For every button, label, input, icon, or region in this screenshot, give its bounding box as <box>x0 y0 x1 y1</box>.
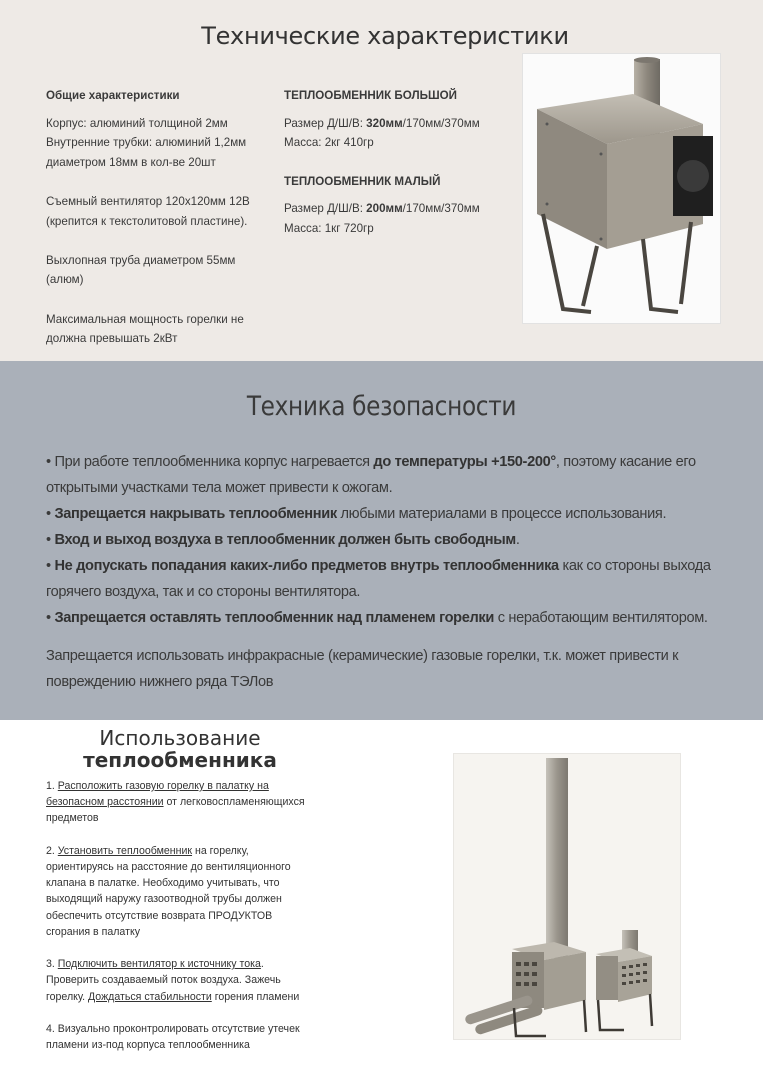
safety-note: Запрещается использовать инфракрасные (керамические) газовые горелки, т.к. может привести к повреждению нижнего ряда ТЭЛов <box>46 648 679 690</box>
emphasis: Вход и выход воздуха в теплообменник должен быть свободным <box>54 532 516 548</box>
specs-title: Технические характеристики <box>201 22 569 50</box>
usage-title: Использование <box>99 726 261 750</box>
step-text: от легковоспламеняющихся предметов <box>46 796 305 825</box>
spec-line: Корпус: алюминий толщиной 2мм <box>46 116 228 130</box>
safety-section <box>0 361 763 720</box>
spec-fan <box>46 192 271 231</box>
usage-step <box>46 843 318 940</box>
step-text: на горелку, ориентируясь на расстояние до вентиляционного клапана в палатке. Необходимо учитывать, что выходящий наружу газоотводной трубы должен обеспечить отсутствие возврата ПРОДУКТОВ сгорания в палатку <box>46 844 291 938</box>
usage-steps <box>46 778 318 1070</box>
value: /170мм/370мм <box>402 202 480 216</box>
large-model-size <box>284 114 509 134</box>
heat-exchangers-pair-photo <box>453 753 681 1040</box>
small-model-mass: Масса: 1кг 720гр <box>284 221 374 235</box>
spec-line: (крепится к текстолитовой пластине). <box>46 214 248 228</box>
text: любыми материалами в процессе использования. <box>336 506 667 522</box>
spec-line: (алюм) <box>46 273 84 287</box>
bullet: • <box>46 506 55 522</box>
safety-rule <box>46 449 736 501</box>
text: • При работе теплообменника корпус нагревается <box>46 454 374 470</box>
specs-section <box>0 0 763 361</box>
heat-exchanger-photo <box>522 53 721 324</box>
large-model-mass: Масса: 2кг 410гр <box>284 136 374 150</box>
heat-exchanger-illustration <box>523 54 722 325</box>
general-specs-title: Общие характеристики <box>46 89 180 102</box>
value: /170мм/370мм <box>402 116 480 130</box>
safety-rule <box>46 605 736 631</box>
emphasis: Запрещается оставлять теплообменник над пламенем горелки <box>54 610 494 626</box>
spec-line: Максимальная мощность горелки не <box>46 312 244 326</box>
step-number: 1. <box>46 780 58 792</box>
emphasis: Не допускать попадания каких-либо предметов внутрь теплообменника <box>54 558 559 574</box>
label: Размер Д/Ш/В: <box>284 202 367 216</box>
spec-line: Съемный вентилятор 120х120мм 12В <box>46 194 250 208</box>
safety-rules <box>46 449 736 695</box>
usage-step <box>46 778 318 827</box>
bullet: • <box>46 610 55 626</box>
bullet: • <box>46 532 55 548</box>
safety-title: Техника безопасности <box>246 391 517 422</box>
value: 200мм <box>366 202 403 216</box>
heat-exchangers-pair-illustration <box>454 754 682 1041</box>
safety-rule <box>46 553 736 605</box>
small-model-title: ТЕПЛООБМЕННИК МАЛЫЙ <box>284 174 441 188</box>
text: , поэтому касание его открытыми участками тела может привести к ожогам. <box>46 454 696 496</box>
spec-line: Внутренние трубки: алюминий 1,2мм <box>46 136 247 150</box>
safety-rule <box>46 527 736 553</box>
emphasis: Запрещается накрывать теплообменник <box>54 506 337 522</box>
emphasis: до температуры +150-200° <box>373 454 556 470</box>
step-emphasis: Установить теплообменник <box>57 844 193 857</box>
spec-line: Выхлопная труба диаметром 55мм <box>46 253 236 267</box>
spec-exhaust <box>46 251 271 290</box>
step-text: . Проверить создаваемый поток воздуха. Зажечь горелку. <box>46 958 281 1003</box>
usage-title-bold: теплообменника <box>83 748 277 772</box>
spec-line: диаметром 18мм в кол-ве 20шт <box>46 155 216 169</box>
small-model-size <box>284 199 509 219</box>
usage-step <box>46 956 318 1005</box>
spec-power <box>46 310 271 349</box>
text: . <box>515 532 520 548</box>
safety-rule <box>46 501 736 527</box>
step-emphasis: Дождаться стабильности <box>88 990 212 1003</box>
step-number: 2. <box>46 844 58 857</box>
text: с неработающим вентилятором. <box>494 610 708 626</box>
large-model-title: ТЕПЛООБМЕННИК БОЛЬШОЙ <box>284 89 457 102</box>
spec-line: должна превышать 2кВт <box>46 332 178 346</box>
step-emphasis: Расположить газовую горелку в палатку на безопасном расстоянии <box>46 780 269 809</box>
usage-step: 4. Визуально проконтролировать отсутствие утечек пламени из-под корпуса теплообменника <box>46 1023 300 1052</box>
spec-body <box>46 114 271 173</box>
step-text: горения пламени <box>211 990 300 1003</box>
value: 320мм <box>366 116 403 130</box>
text: как со стороны выхода горячего воздуха, так и со стороны вентилятора. <box>46 558 711 600</box>
step-emphasis: Подключить вентилятор к источнику тока <box>57 958 261 971</box>
models-specs <box>284 86 509 239</box>
label: Размер Д/Ш/В: <box>284 116 367 130</box>
bullet: • <box>46 558 55 574</box>
general-specs <box>46 86 271 368</box>
step-number: 3. <box>46 958 58 971</box>
usage-section <box>0 720 763 1080</box>
